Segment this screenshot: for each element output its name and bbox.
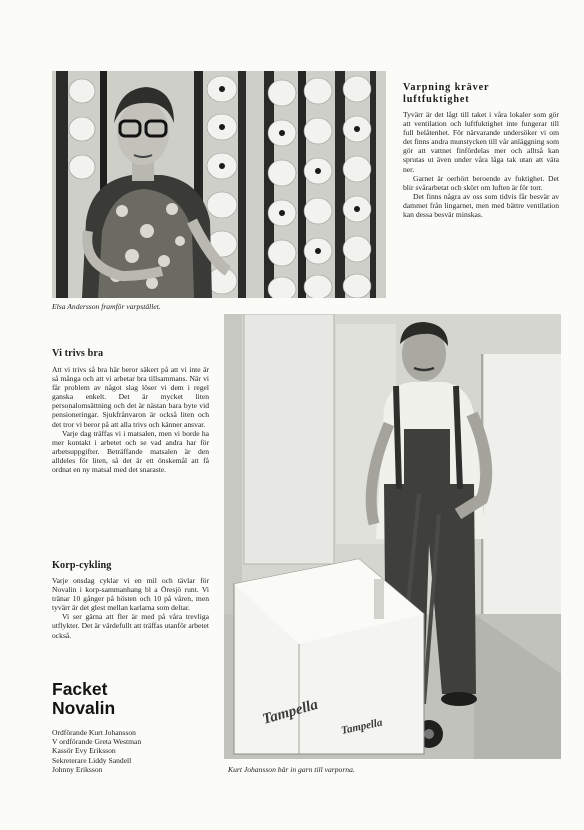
photo-hand-truck bbox=[224, 314, 561, 759]
article-varpning-paragraph: Garnet är oerhört beroende av fuktighet. Det blir svårarbetat och skört om luften är för torr. bbox=[403, 173, 559, 192]
facket-roster bbox=[52, 728, 212, 774]
article-trivs-paragraph: Varje dag träffas vi i matsalen, men vi borde ha mer kontakt i arbetet och se vad andra har för arbetsuppgifter. Beträffande matsalen är den alldeles för liten, så det är ett önskemål att få ordnat en ny matsal med det snaraste. bbox=[52, 428, 209, 475]
article-trivs-heading: Vi trivs bra bbox=[52, 348, 104, 359]
photo-warping-rack bbox=[52, 71, 386, 298]
facket-title-line1: Facket bbox=[52, 679, 108, 699]
article-korp-paragraph: Varje onsdag cyklar vi en mil och tävlar för Novalin i korp-sammanhang bl a Öresjö runt. Vi tränar 10 gånger på hösten och 10 på våren, men tyvärr är det glest mellan karlarna som deltar. bbox=[52, 576, 209, 613]
photo-right-caption: Kurt Johansson bär in garn till varporna. bbox=[228, 765, 355, 774]
warping-rack-image bbox=[52, 71, 386, 298]
facket-title-line2: Novalin bbox=[52, 698, 116, 718]
roster-line: V ordförande Greta Westman bbox=[52, 737, 142, 747]
article-varpning-heading: Varpning kräver luftfuktighet bbox=[403, 82, 490, 105]
article-varpning bbox=[403, 82, 559, 219]
article-korp-heading: Korp-cykling bbox=[52, 560, 112, 571]
roster-line: Kassör Evy Eriksson bbox=[52, 746, 116, 756]
hand-truck-image bbox=[224, 314, 561, 759]
article-korp bbox=[52, 560, 209, 640]
article-varpning-paragraph: Tyvärr är det lågt till taket i våra lokaler som gör att ventilation och luftfuktighet inte fungerar till full belåtenhet. För närvarande undersöker vi om det finns andra munstycken till vår anläggning som gör att vattnet finfördelas mer och alltså kan sprutas ut även under våra låga tak utan att väta ner. bbox=[403, 110, 559, 174]
article-varpning-paragraph: Det finns några av oss som tidvis får besvär av dammet från lingarnet, men med bättre ventilation kan dessa besvär minskas. bbox=[403, 191, 559, 220]
roster-line: Ordförande Kurt Johansson bbox=[52, 728, 136, 737]
article-trivs-paragraph: Att vi trivs så bra här beror säkert på att vi inte är så många och att vi arbetar bra tillsammans. När vi får problem av något slag löser vi dem i regel ganska enkelt. Det är mycket liten personalomsättning och det är nästan bara byte vid pensioneringar. Sjukfrånvaron är också liten och det tror vi beror på att alla trivs och känner ansvar. bbox=[52, 365, 209, 429]
box-label: Tampella bbox=[260, 696, 320, 728]
article-trivs bbox=[52, 348, 209, 474]
facket-section bbox=[52, 680, 212, 774]
photo-top-caption: Elsa Andersson framför varpstället. bbox=[52, 302, 161, 311]
article-korp-paragraph: Vi ser gärna att fler är med på våra trevliga utflykter. Det är värdefullt att träffas utanför arbetet också. bbox=[52, 612, 209, 640]
roster-line: Sekreterare Liddy Sandell bbox=[52, 755, 132, 765]
roster-line: Johnny Eriksson bbox=[52, 764, 103, 774]
box-label: Tampella bbox=[340, 716, 384, 737]
